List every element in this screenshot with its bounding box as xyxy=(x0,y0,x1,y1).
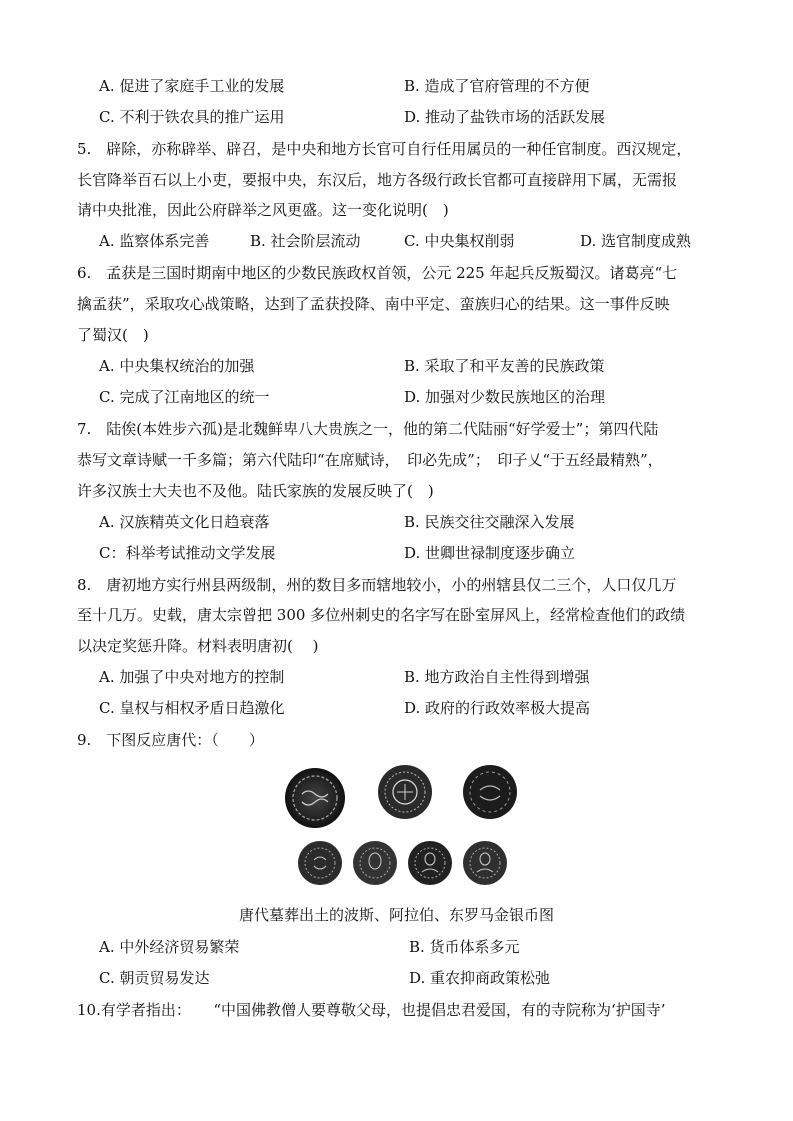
q7-option-c: C：科举考试推动文学发展 xyxy=(99,544,276,562)
q10-stem: 10.有学者指出： “中国佛教僧人要尊敬父母，也提倡忠君爱国，有的寺院称为‘护国寺’ xyxy=(77,1001,666,1019)
q9-option-c: C. 朝贡贸易发达 xyxy=(99,969,210,987)
coins-figure xyxy=(280,760,530,895)
coin-3 xyxy=(463,765,517,819)
q5-option-d: D. 选官制度成熟 xyxy=(580,232,692,250)
q6-stem-line-3: 了蜀汉( ) xyxy=(77,326,149,344)
q7-option-d: D. 世卿世禄制度逐步确立 xyxy=(404,544,576,562)
q4-option-b: B. 造成了官府管理的不方便 xyxy=(404,77,590,95)
q7-stem-line-3: 许多汉族士大夫也不及他。陆氏家族的发展反映了( ) xyxy=(77,482,434,500)
q5-option-b: B. 社会阶层流动 xyxy=(250,232,361,250)
q8-option-c: C. 皇权与相权矛盾日趋激化 xyxy=(99,699,285,717)
q9-option-d: D. 重农抑商政策松弛 xyxy=(409,969,551,987)
q6-stem-line-1: 6. 孟获是三国时期南中地区的少数民族政权首领，公元 225 年起兵反叛蜀汉。诸葛亮“七 xyxy=(77,264,678,282)
q6-option-b: B. 采取了和平友善的民族政策 xyxy=(404,357,605,375)
q8-option-b: B. 地方政治自主性得到增强 xyxy=(404,668,590,686)
q8-stem-line-2: 至十几万。史载，唐太宗曾把 300 多位州刺史的名字写在卧室屏风上，经常检查他们的政绩 xyxy=(77,606,686,624)
q7-stem-line-1: 7. 陆俟(本姓步六孤)是北魏鲜卑八大贵族之一，他的第二代陆丽“好学爱士”；第四代陆 xyxy=(77,420,659,438)
q8-option-a: A. 加强了中央对地方的控制 xyxy=(99,668,285,686)
q6-option-c: C. 完成了江南地区的统一 xyxy=(99,388,270,406)
q5-option-a: A. 监察体系完善 xyxy=(99,232,210,250)
q7-option-a: A. 汉族精英文化日趋衰落 xyxy=(99,513,270,531)
q5-stem-line-2: 长官降举百石以上小吏，要报中央，东汉后，地方各级行政长官都可直接辟用下属，无需报 xyxy=(77,171,678,189)
q5-stem-line-3: 请中央批准，因此公府辟举之风更盛。这一变化说明( ) xyxy=(77,201,449,219)
q4-option-d: D. 推动了盐铁市场的活跃发展 xyxy=(404,108,606,126)
q6-stem-line-2: 擒孟获”，采取攻心战策略，达到了孟获投降、南中平定、蛮族归心的结果。这一事件反映 xyxy=(77,295,670,313)
q9-stem: 9. 下图反应唐代：（ ） xyxy=(77,731,264,749)
q4-option-c: C. 不利于铁农具的推广运用 xyxy=(99,108,285,126)
coin-2 xyxy=(378,765,432,819)
q5-option-c: C. 中央集权削弱 xyxy=(404,232,515,250)
coin-5 xyxy=(353,841,397,885)
q5-stem-line-1: 5. 辟除，亦称辟举、辟召，是中央和地方长官可自行任用属员的一种任官制度。西汉规定， xyxy=(77,140,692,158)
coin-7 xyxy=(463,841,507,885)
q9-option-b: B. 货币体系多元 xyxy=(409,938,520,956)
q6-option-d: D. 加强对少数民族地区的治理 xyxy=(404,388,606,406)
coin-4 xyxy=(298,841,342,885)
q4-option-a: A. 促进了家庭手工业的发展 xyxy=(99,77,285,95)
coin-6 xyxy=(408,841,452,885)
q6-option-a: A. 中央集权统治的加强 xyxy=(99,357,255,375)
q7-option-b: B. 民族交往交融深入发展 xyxy=(404,513,575,531)
q8-stem-line-1: 8. 唐初地方实行州县两级制，州的数目多而辖地较小，小的州辖县仅二三个，人口仅几万 xyxy=(77,576,677,594)
figure-caption: 唐代墓葬出土的波斯、阿拉伯、东罗马金银币图 xyxy=(238,906,554,924)
q8-stem-line-3: 以决定奖惩升降。材料表明唐初( ) xyxy=(77,637,319,655)
coin-1 xyxy=(285,768,345,828)
q9-option-a: A. 中外经济贸易繁荣 xyxy=(99,938,240,956)
q8-option-d: D. 政府的行政效率极大提高 xyxy=(404,699,591,717)
q7-stem-line-2: 恭写文章诗赋一千多篇；第六代陆印“在席赋诗， 印必先成”； 印子乂“于五经最精熟”， xyxy=(77,451,663,469)
